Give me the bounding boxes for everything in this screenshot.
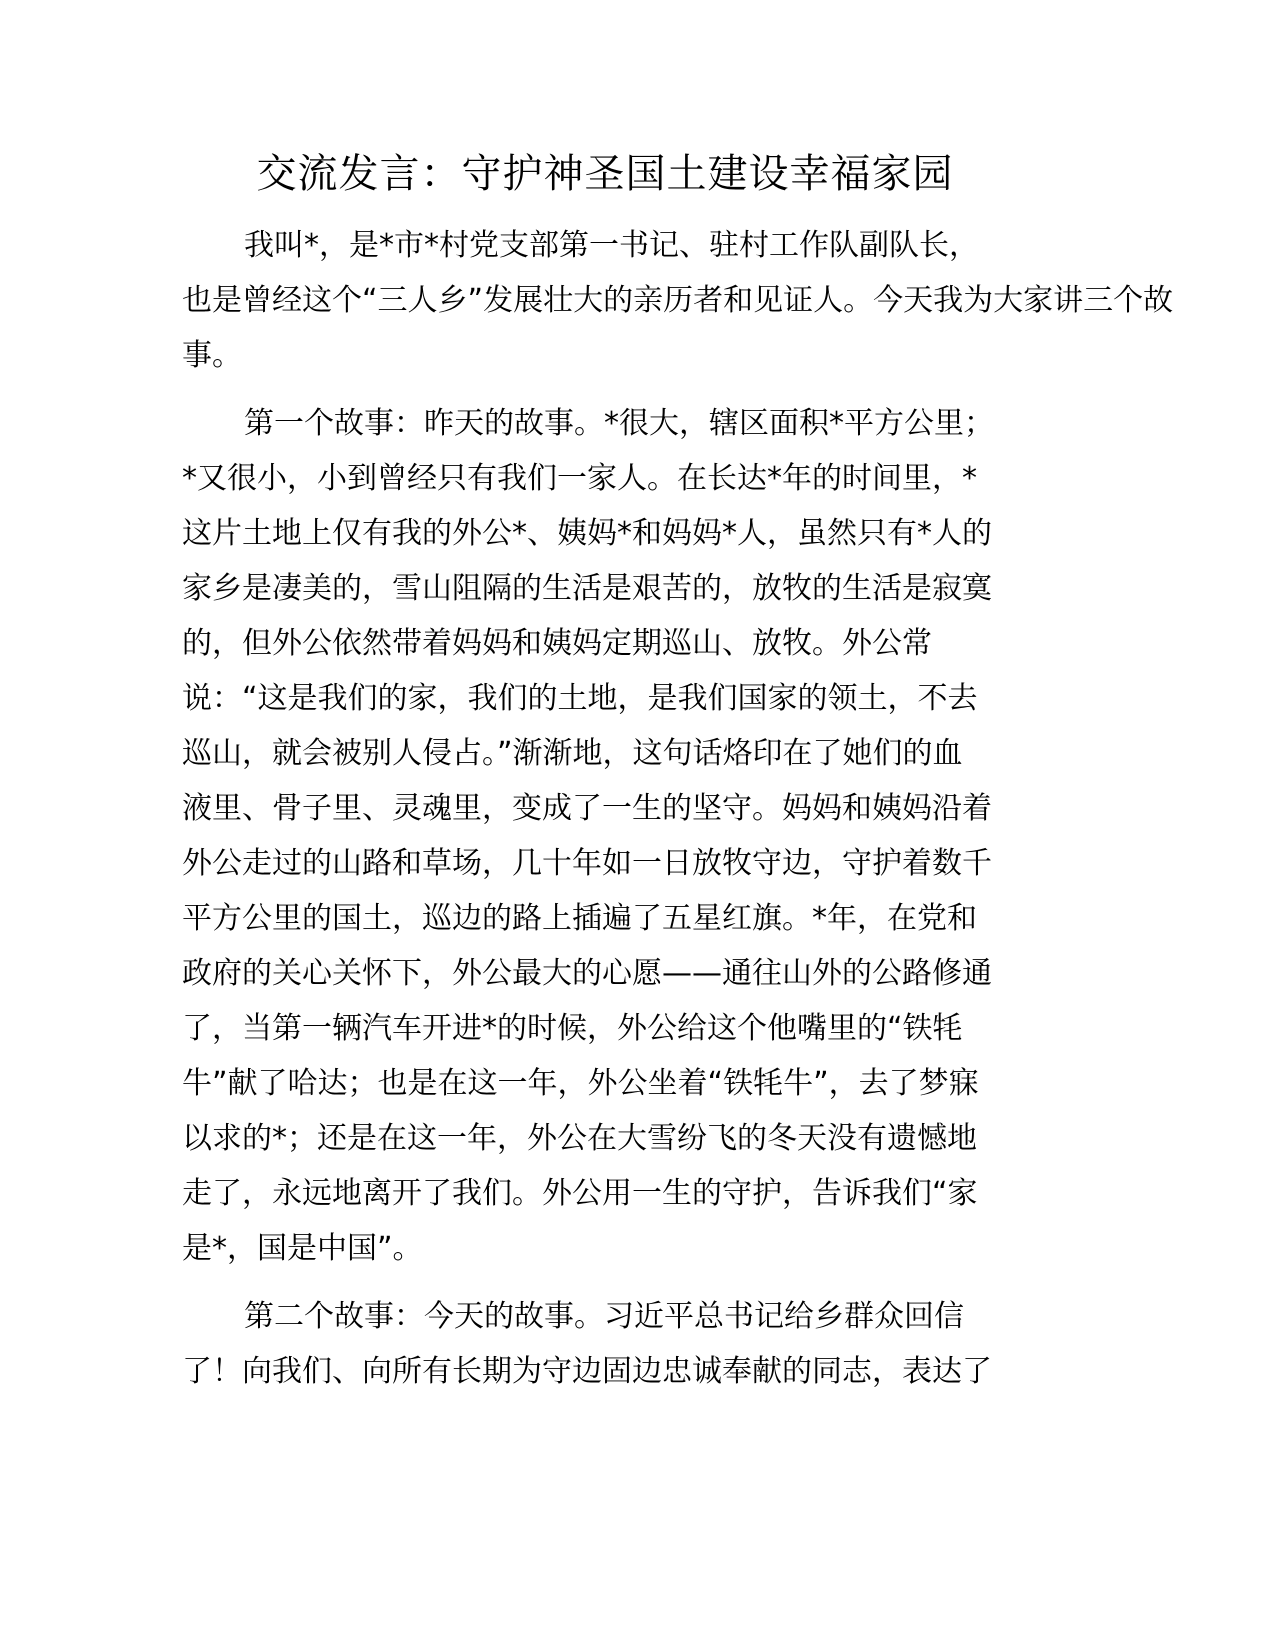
- paragraph-line: 是*，国是中国”。: [182, 1231, 423, 1266]
- paragraph-1: [182, 218, 1182, 383]
- document-title: 交流发言：守护神圣国土建设幸福家园: [256, 151, 954, 197]
- paragraph-line: 平方公里的国土，巡边的路上插遍了五星红旗。*年，在党和: [182, 901, 977, 936]
- paragraph-line: 外公走过的山路和草场，几十年如一日放牧守边，守护着数千: [182, 846, 992, 881]
- paragraph-line: 家乡是凄美的，雪山阻隔的生活是艰苦的，放牧的生活是寂寞: [182, 571, 992, 606]
- paragraph-line: 牛”献了哈达；也是在这一年，外公坐着“铁牦牛”，去了梦寐: [182, 1066, 979, 1101]
- paragraph-line: 也是曾经这个“三人乡”发展壮大的亲历者和见证人。今天我为大家讲三个故: [182, 283, 1174, 318]
- paragraph-line: 了，当第一辆汽车开进*的时候，外公给这个他嘴里的“铁牦: [182, 1011, 963, 1046]
- paragraph-line: 以求的*；还是在这一年，外公在大雪纷飞的冬天没有遗憾地: [182, 1121, 977, 1156]
- paragraph-line: 走了，永远地离开了我们。外公用一生的守护，告诉我们“家: [182, 1176, 978, 1211]
- paragraph-line: 我叫*，是*市*村党支部第一书记、驻村工作队副队长，: [244, 228, 979, 263]
- paragraph-line: 说：“这是我们的家，我们的土地，是我们国家的领土，不去: [182, 681, 978, 716]
- paragraph-line: 液里、骨子里、灵魂里，变成了一生的坚守。妈妈和姨妈沿着: [182, 791, 992, 826]
- paragraph-line: 事。: [182, 338, 242, 373]
- paragraph-line: 政府的关心关怀下，外公最大的心愿——通往山外的公路修通: [182, 956, 992, 991]
- document-body: [182, 218, 1182, 1399]
- paragraph-line: 的，但外公依然带着妈妈和姨妈定期巡山、放牧。外公常: [182, 626, 932, 661]
- paragraph-line: 这片土地上仅有我的外公*、姨妈*和妈妈*人，虽然只有*人的: [182, 516, 992, 551]
- paragraph-line: 第一个故事：昨天的故事。*很大，辖区面积*平方公里；: [244, 406, 994, 441]
- paragraph-2: [182, 396, 1182, 1276]
- paragraph-line: 了！向我们、向所有长期为守边固边忠诚奉献的同志，表达了: [182, 1354, 992, 1389]
- paragraph-line: 第二个故事：今天的故事。习近平总书记给乡群众回信: [244, 1299, 964, 1334]
- paragraph-line: 巡山，就会被别人侵占。”渐渐地，这句话烙印在了她们的血: [182, 736, 963, 771]
- paragraph-line: *又很小，小到曾经只有我们一家人。在长达*年的时间里，*: [182, 461, 977, 496]
- paragraph-3: [182, 1289, 1182, 1399]
